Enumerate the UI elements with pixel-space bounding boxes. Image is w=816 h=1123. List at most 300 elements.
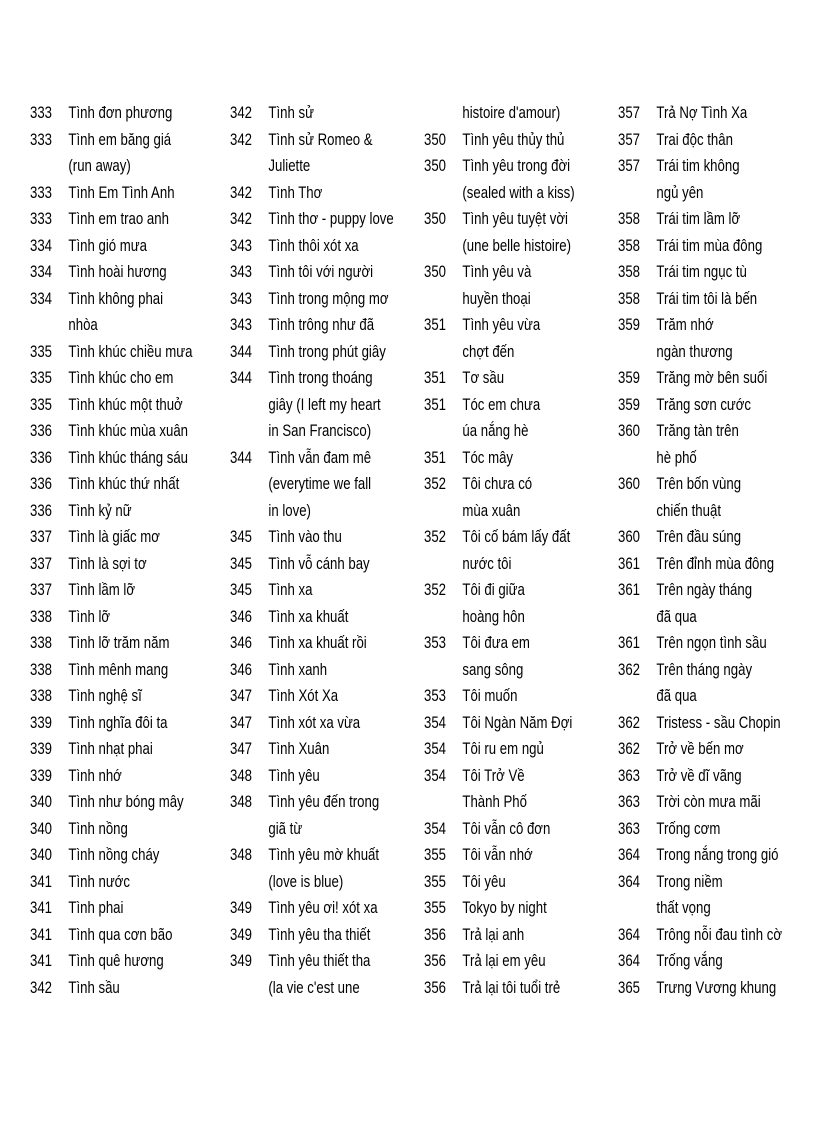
page-number: 355 xyxy=(424,872,447,891)
song-title: hè phố xyxy=(656,448,697,467)
index-entry-line xyxy=(30,206,182,233)
page-number: 334 xyxy=(30,289,53,308)
song-title: Tình nước xyxy=(68,872,130,891)
song-title: (run away) xyxy=(68,157,131,175)
index-entry-line xyxy=(230,842,382,869)
song-title: Trời còn mưa mãi xyxy=(656,793,761,811)
song-title: Tình là sợi tơ xyxy=(68,554,147,573)
song-title: Trăng mờ bên suối xyxy=(656,369,768,387)
page-number: 338 xyxy=(30,607,53,626)
song-title: Tôi đưa em xyxy=(462,634,530,652)
page-number: 336 xyxy=(30,422,53,440)
page-number: 351 xyxy=(424,395,447,414)
page-number: 362 xyxy=(618,740,641,758)
song-title: Tình lầm lỡ xyxy=(68,581,136,599)
index-entry-line xyxy=(618,259,776,286)
index-entry-line xyxy=(230,524,382,551)
page-number: 354 xyxy=(424,713,447,732)
index-entry-line xyxy=(424,498,576,525)
page-number: 357 xyxy=(618,157,641,175)
page-number: 354 xyxy=(424,740,447,758)
page-number: 339 xyxy=(30,766,53,785)
song-title: Tình trông như đã xyxy=(268,316,375,334)
song-title: Tình khúc mùa xuân xyxy=(68,422,188,440)
index-entry-line xyxy=(618,789,776,816)
index-entry-line xyxy=(230,710,382,737)
index-entry-line xyxy=(230,153,382,180)
index-entry-line xyxy=(230,657,382,684)
page-number: 364 xyxy=(618,952,641,970)
page-number: 339 xyxy=(30,740,53,758)
index-entry-line xyxy=(424,816,576,843)
page-number: 358 xyxy=(618,236,641,255)
index-entry-line xyxy=(30,259,182,286)
song-title: Tristess - sầu Chopin xyxy=(656,713,781,732)
index-entry-line xyxy=(618,392,776,419)
index-entry-line xyxy=(618,180,776,207)
page-number: 338 xyxy=(30,660,53,679)
index-entry-line xyxy=(30,842,182,869)
page-number: 354 xyxy=(424,766,447,785)
page-number: 333 xyxy=(30,104,53,122)
page-number: 350 xyxy=(424,157,447,175)
page-number: 340 xyxy=(30,819,53,838)
song-title: Tình nghệ sĩ xyxy=(68,687,142,705)
page-number: 337 xyxy=(30,581,53,599)
index-entry-line xyxy=(30,577,182,604)
page-number: 342 xyxy=(30,978,53,997)
index-entry-line xyxy=(424,127,576,154)
index-entry-line xyxy=(230,816,382,843)
index-entry-line xyxy=(424,577,576,604)
song-title: Tình Thơ xyxy=(268,183,323,202)
index-entry-line xyxy=(618,895,776,922)
index-entry-line xyxy=(30,127,182,154)
index-entry-line xyxy=(424,710,576,737)
song-title: Tình yêu tuyệt vời xyxy=(462,210,568,228)
song-title: Tình khúc một thuở xyxy=(68,395,183,414)
song-title: giã từ xyxy=(268,819,303,838)
song-title: Trai độc thân xyxy=(656,130,733,149)
page-number: 341 xyxy=(30,872,53,891)
index-entry-line xyxy=(618,763,776,790)
page-number: 358 xyxy=(618,263,641,281)
index-entry-line xyxy=(30,630,182,657)
song-title: đã qua xyxy=(656,607,697,626)
index-entry-line xyxy=(618,630,776,657)
index-entry-line xyxy=(30,551,182,578)
song-title: Trái tim ngục tù xyxy=(656,263,747,281)
song-title: Tơ sầu xyxy=(462,369,505,387)
song-title: thất vọng xyxy=(656,899,711,917)
song-title: Trái tim mùa đông xyxy=(656,236,763,255)
song-title: Tình khúc thứ nhất xyxy=(68,475,180,493)
song-title: Juliette xyxy=(268,157,311,175)
index-entry-line xyxy=(230,948,382,975)
page-number: 338 xyxy=(30,687,53,705)
page-number: 353 xyxy=(424,687,447,705)
index-entry-line xyxy=(424,206,576,233)
index-entry-line xyxy=(618,100,776,127)
page-number: 365 xyxy=(618,978,641,997)
index-entry-line xyxy=(230,127,382,154)
song-title: Trông nỗi đau tình cờ xyxy=(656,925,782,944)
page-number: 334 xyxy=(30,263,53,281)
page-number: 336 xyxy=(30,501,53,520)
page-number: 356 xyxy=(424,925,447,944)
page-number: 340 xyxy=(30,793,53,811)
song-title: Trống vắng xyxy=(656,952,723,970)
index-entry-line xyxy=(230,975,382,1002)
song-title: Trái tim lầm lỡ xyxy=(656,210,741,228)
index-entry-line xyxy=(30,392,182,419)
page-number: 358 xyxy=(618,289,641,308)
page-number: 352 xyxy=(424,581,447,599)
song-title: sang sông xyxy=(462,660,524,679)
page-number: 351 xyxy=(424,369,447,387)
page-number: 362 xyxy=(618,660,641,679)
song-title: Tình Xuân xyxy=(268,740,330,758)
song-title: Tôi yêu xyxy=(462,872,506,891)
index-entry-line xyxy=(424,657,576,684)
index-entry-line xyxy=(618,577,776,604)
page-number: 346 xyxy=(230,634,253,652)
index-entry-line xyxy=(230,577,382,604)
page-number: 362 xyxy=(618,713,641,732)
page-number: 358 xyxy=(618,210,641,228)
song-title: Tình xa khuất xyxy=(268,607,349,626)
index-entry-line xyxy=(618,948,776,975)
page-number: 363 xyxy=(618,819,641,838)
page-number: 333 xyxy=(30,183,53,202)
page-number: 343 xyxy=(230,263,253,281)
index-entry-line xyxy=(618,524,776,551)
page-number: 355 xyxy=(424,899,447,917)
song-title: Tình thôi xót xa xyxy=(268,236,359,255)
song-title: huyền thoại xyxy=(462,289,531,308)
page-number: 349 xyxy=(230,899,253,917)
page-number: 344 xyxy=(230,342,253,361)
index-entry-line xyxy=(618,657,776,684)
index-entry-line xyxy=(618,604,776,631)
page-number: 357 xyxy=(618,104,641,122)
song-title: Tôi đi giữa xyxy=(462,581,525,599)
index-entry-line xyxy=(30,683,182,710)
index-entry-line xyxy=(618,736,776,763)
song-title: Tình quê hương xyxy=(68,952,164,970)
song-title: (love is blue) xyxy=(268,872,344,891)
page-number: 360 xyxy=(618,422,641,440)
song-title: histoire d'amour) xyxy=(462,104,561,122)
index-entry-line xyxy=(618,683,776,710)
song-title: chiến thuật xyxy=(656,501,721,520)
page-number: 335 xyxy=(30,395,53,414)
song-title: Trở về dĩ vãng xyxy=(656,766,742,785)
page-number: 336 xyxy=(30,475,53,493)
index-entry-line xyxy=(230,206,394,233)
index-entry-line xyxy=(618,842,779,869)
index-entry-line xyxy=(230,418,382,445)
page-number: 350 xyxy=(424,210,447,228)
page-number: 341 xyxy=(30,952,53,970)
index-entry-line xyxy=(230,365,382,392)
page-number: 363 xyxy=(618,766,641,785)
page-number: 355 xyxy=(424,846,447,864)
song-title: (everytime we fall xyxy=(268,475,372,493)
song-title: Tình Em Tình Anh xyxy=(68,183,175,202)
index-entry-line xyxy=(424,604,576,631)
index-entry-line xyxy=(424,630,576,657)
index-entry-line xyxy=(30,471,182,498)
song-title: Trả lại anh xyxy=(462,925,525,944)
index-entry-line xyxy=(30,498,182,525)
index-entry-line xyxy=(618,233,776,260)
index-entry-line xyxy=(230,312,382,339)
page-number: 345 xyxy=(230,554,253,573)
song-title: Tình hoài hương xyxy=(68,263,167,281)
page-number: 351 xyxy=(424,448,447,467)
page-number: 353 xyxy=(424,634,447,652)
song-title: Trái tim tôi là bến xyxy=(656,289,758,308)
song-title: Tình xanh xyxy=(268,660,328,679)
page-number: 360 xyxy=(618,528,641,546)
index-entry-line xyxy=(30,657,182,684)
song-title: chợt đến xyxy=(462,342,515,361)
page-number: 333 xyxy=(30,130,53,149)
index-entry-line xyxy=(424,445,576,472)
page-number: 360 xyxy=(618,475,641,493)
song-title: Tóc em chưa xyxy=(462,395,541,414)
song-title: Tình khúc chiều mưa xyxy=(68,342,193,361)
song-title: mùa xuân xyxy=(462,501,521,520)
index-entry-line xyxy=(230,736,382,763)
song-title: Tôi ru em ngủ xyxy=(462,740,544,758)
song-title: Tôi Trở Về xyxy=(462,766,525,785)
index-entry-line xyxy=(424,471,576,498)
index-entry-line xyxy=(30,816,182,843)
index-entry-line xyxy=(618,498,776,525)
index-entry-line xyxy=(424,736,576,763)
song-title: Tình yêu đến trong xyxy=(268,793,380,811)
song-title: Tình khúc tháng sáu xyxy=(68,448,189,467)
index-entry-line xyxy=(424,100,576,127)
page-number: 339 xyxy=(30,713,53,732)
page-number: 356 xyxy=(424,952,447,970)
song-title: nước tôi xyxy=(462,554,512,573)
page-number: 336 xyxy=(30,448,53,467)
song-title: Tình yêu xyxy=(268,766,320,785)
song-title: Tình yêu thủy thủ xyxy=(462,130,565,149)
song-title: Tôi chưa có xyxy=(462,475,533,493)
song-title: Tình vẫn đam mê xyxy=(268,448,372,467)
song-title: giây (I left my heart xyxy=(268,395,381,414)
song-title: (sealed with a kiss) xyxy=(462,183,575,202)
page-number: 345 xyxy=(230,581,253,599)
song-title: Trăng sơn cước xyxy=(656,395,752,414)
song-title: Tình trong mộng mơ xyxy=(268,289,389,308)
page-number: 348 xyxy=(230,793,253,811)
index-entry-line xyxy=(30,180,182,207)
song-title: Tình yêu vừa xyxy=(462,316,541,334)
page-number: 348 xyxy=(230,766,253,785)
song-title: Tôi vẫn nhớ xyxy=(462,846,533,864)
song-title: Trên ngày tháng xyxy=(656,581,753,599)
index-entry-line xyxy=(230,339,386,366)
page-number: 337 xyxy=(30,528,53,546)
song-title: Tình nhạt phai xyxy=(68,740,153,758)
song-title: Tình nhớ xyxy=(68,766,122,785)
index-entry-line xyxy=(424,365,576,392)
index-entry-line xyxy=(424,869,576,896)
index-entry-line xyxy=(424,339,576,366)
song-title: Tình Xót Xa xyxy=(268,687,339,705)
index-entry-line xyxy=(618,365,776,392)
index-entry-line xyxy=(424,789,576,816)
song-title: Trăm nhớ xyxy=(656,316,714,334)
song-title: Tình kỷ nữ xyxy=(68,501,132,520)
index-entry-line xyxy=(30,789,182,816)
song-title: Trưng Vương khung xyxy=(656,978,777,997)
page-number: 347 xyxy=(230,687,253,705)
page-number: 346 xyxy=(230,660,253,679)
index-entry-line xyxy=(424,286,576,313)
song-title: Trả Nợ Tình Xa xyxy=(656,104,748,122)
index-entry-line xyxy=(424,233,576,260)
page-number: 350 xyxy=(424,263,447,281)
index-column-2 xyxy=(230,100,420,1001)
index-entry-line xyxy=(230,471,382,498)
song-title: Trả lại tôi tuổi trẻ xyxy=(462,978,561,997)
index-entry-line xyxy=(230,392,382,419)
page-number: 338 xyxy=(30,634,53,652)
page-number: 345 xyxy=(230,528,253,546)
song-title: Tình nồng xyxy=(68,819,128,838)
song-title: Tình xót xa vừa xyxy=(268,713,361,732)
index-entry-line xyxy=(30,869,182,896)
song-title: Tình mênh mang xyxy=(68,660,169,679)
page-number: 348 xyxy=(230,846,253,864)
song-title: Trong niềm xyxy=(656,872,723,891)
song-title: nhòa xyxy=(68,316,98,334)
index-entry-line xyxy=(230,869,382,896)
page-number: 344 xyxy=(230,448,253,467)
page-number: 352 xyxy=(424,475,447,493)
index-entry-line xyxy=(30,418,188,445)
page-number: 350 xyxy=(424,130,447,149)
index-entry-line xyxy=(618,710,781,737)
song-title: Tình thơ - puppy love xyxy=(268,210,394,228)
song-title: Tình em trao anh xyxy=(68,210,169,228)
page-number: 363 xyxy=(618,793,641,811)
index-entry-line xyxy=(618,922,782,949)
index-entry-line xyxy=(618,445,776,472)
page-number: 361 xyxy=(618,581,641,599)
song-title: Tình nồng cháy xyxy=(68,846,160,864)
song-title: Trong nắng trong gió xyxy=(656,846,779,864)
index-entry-line xyxy=(30,153,182,180)
index-entry-line xyxy=(230,180,382,207)
page-number: 349 xyxy=(230,925,253,944)
song-title: hoàng hôn xyxy=(462,607,525,626)
index-entry-line xyxy=(230,445,382,472)
song-title: Tình lỡ xyxy=(68,607,111,626)
index-entry-line xyxy=(618,975,776,1002)
index-entry-line xyxy=(424,524,576,551)
song-title: Tôi vẫn cô đơn xyxy=(462,819,551,838)
song-title: Tình xa xyxy=(268,581,313,599)
index-entry-line xyxy=(30,763,182,790)
song-title: Tình xa khuất rồi xyxy=(268,634,367,652)
index-entry-line xyxy=(30,286,182,313)
index-entry-line xyxy=(424,259,576,286)
page-number: 357 xyxy=(618,130,641,149)
page-number: 364 xyxy=(618,872,641,891)
index-entry-line xyxy=(30,339,193,366)
index-entry-line xyxy=(424,392,576,419)
index-column-1 xyxy=(30,100,220,1001)
song-title: Tình đơn phương xyxy=(68,104,173,122)
index-entry-line xyxy=(618,471,776,498)
song-title: Tình vào thu xyxy=(268,528,342,546)
page-number: 351 xyxy=(424,316,447,334)
song-title: (une belle histoire) xyxy=(462,236,571,255)
song-title: ngủ yên xyxy=(656,183,704,202)
index-entry-line xyxy=(424,763,576,790)
index-entry-line xyxy=(230,259,382,286)
song-title: Trên đầu súng xyxy=(656,528,742,546)
index-entry-line xyxy=(618,816,776,843)
page-number: 354 xyxy=(424,819,447,838)
page-number: 347 xyxy=(230,713,253,732)
page-number: 342 xyxy=(230,183,253,202)
index-entry-line xyxy=(618,551,776,578)
index-entry-line xyxy=(30,524,182,551)
index-entry-line xyxy=(230,763,382,790)
index-entry-line xyxy=(618,127,776,154)
page-number: 344 xyxy=(230,369,253,387)
index-entry-line xyxy=(618,312,776,339)
song-title: Tình không phai xyxy=(68,289,164,308)
index-entry-line xyxy=(424,895,576,922)
index-entry-line xyxy=(30,604,182,631)
page-number: 342 xyxy=(230,210,253,228)
index-entry-line xyxy=(230,498,382,525)
index-entry-line xyxy=(424,683,576,710)
song-title: Tôi muốn xyxy=(462,687,518,705)
song-title: Trên đỉnh mùa đông xyxy=(656,554,775,573)
song-title: Trên ngọn tình sầu xyxy=(656,634,767,652)
song-title: Trái tim không xyxy=(656,157,740,175)
song-title: Tình yêu thiết tha xyxy=(268,952,371,970)
song-title: in love) xyxy=(268,501,311,520)
index-entry-line xyxy=(618,418,776,445)
song-title: in San Francisco) xyxy=(268,422,372,440)
page-number: 333 xyxy=(30,210,53,228)
index-entry-line xyxy=(424,842,576,869)
song-title: Tình sử Romeo & xyxy=(268,130,373,149)
page-number: 359 xyxy=(618,369,641,387)
song-title: Tình yêu trong đời xyxy=(462,157,571,175)
song-title: Tình như bóng mây xyxy=(68,793,184,811)
song-title: (la vie c'est une xyxy=(268,978,360,997)
song-title: Tình phai xyxy=(68,899,124,917)
index-entry-line xyxy=(618,286,776,313)
page-number: 341 xyxy=(30,925,53,944)
song-title: Trăng tàn trên xyxy=(656,422,739,440)
page-number: 356 xyxy=(424,978,447,997)
page-number: 341 xyxy=(30,899,53,917)
page-number: 361 xyxy=(618,554,641,573)
